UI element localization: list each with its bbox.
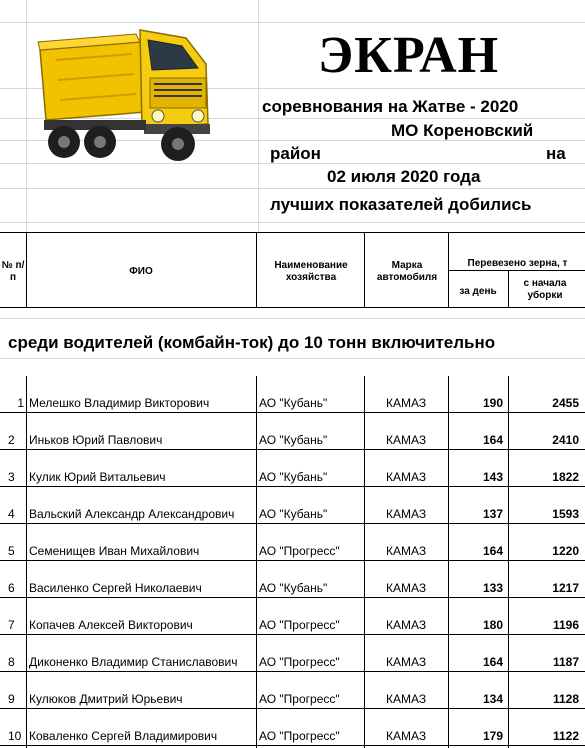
- cell-number: 6: [8, 581, 15, 595]
- page-title: ЭКРАН: [318, 27, 500, 84]
- cell-driver-name: Кулюков Дмитрий Юрьевич: [29, 692, 183, 706]
- cell-since-start: 2410: [552, 433, 579, 447]
- table-row: [0, 524, 585, 561]
- table-row: [0, 450, 585, 487]
- cell-number: 2: [8, 433, 15, 447]
- table-border: [256, 232, 257, 308]
- table-border: [0, 307, 585, 308]
- grid-line: [0, 358, 585, 359]
- cell-number: 5: [8, 544, 15, 558]
- cell-per-day: 164: [482, 655, 503, 669]
- column-header-grain: Перевезено зерна, т: [467, 258, 568, 269]
- table-row: [0, 709, 585, 746]
- cell-farm: АО "Прогресс": [259, 729, 340, 743]
- cell-since-start: 1187: [552, 655, 579, 669]
- cell-per-day: 190: [482, 396, 503, 410]
- cell-per-day: 143: [482, 470, 503, 484]
- cell-since-start: 1128: [552, 692, 579, 706]
- cell-per-day: 180: [482, 618, 503, 632]
- cell-number: 8: [8, 655, 15, 669]
- column-header-number: № п/п: [1, 260, 25, 283]
- table-border: [364, 232, 365, 308]
- cell-number: 10: [8, 729, 22, 743]
- cell-per-day: 179: [482, 729, 503, 743]
- table-border: [448, 270, 585, 271]
- cell-since-start: 2455: [552, 396, 579, 410]
- row-border: [0, 745, 585, 746]
- cell-since-start: 1220: [552, 544, 579, 558]
- cell-number: 1: [17, 396, 24, 410]
- cell-farm: АО "Прогресс": [259, 618, 340, 632]
- cell-brand: КАМАЗ: [386, 581, 427, 595]
- column-header-per-day: за день: [459, 286, 497, 297]
- column-header-farm: Наименование хозяйства: [274, 260, 348, 283]
- cell-per-day: 134: [482, 692, 503, 706]
- cell-number: 9: [8, 692, 15, 706]
- table-row: [0, 487, 585, 524]
- grid-line: [26, 0, 27, 232]
- cell-farm: АО "Прогресс": [259, 544, 340, 558]
- cell-farm: АО "Прогресс": [259, 692, 340, 706]
- cell-per-day: 137: [482, 507, 503, 521]
- cell-driver-name: Кулик Юрий Витальевич: [29, 470, 166, 484]
- grid-line: [258, 0, 259, 232]
- cell-driver-name: Диконенко Владимир Станиславович: [29, 655, 238, 669]
- cell-farm: АО "Прогресс": [259, 655, 340, 669]
- dump-truck-icon: [36, 20, 212, 170]
- cell-brand: КАМАЗ: [386, 433, 427, 447]
- cell-brand: КАМАЗ: [386, 470, 427, 484]
- table-row: [0, 672, 585, 709]
- table-border: [508, 376, 509, 748]
- section-title: среди водителей (комбайн-ток) до 10 тонн включительно: [8, 333, 496, 352]
- cell-brand: КАМАЗ: [386, 618, 427, 632]
- table-border: [0, 232, 585, 233]
- cell-number: 3: [8, 470, 15, 484]
- competition-line: соревнования на Жатве - 2020: [262, 97, 519, 116]
- cell-brand: КАМАЗ: [386, 396, 427, 410]
- cell-number: 4: [8, 507, 15, 521]
- municipality-line: МО Кореновский: [391, 121, 534, 140]
- cell-brand: КАМАЗ: [386, 729, 427, 743]
- cell-driver-name: Семенищев Иван Михайлович: [29, 544, 200, 558]
- cell-driver-name: Копачев Алексей Викторович: [29, 618, 193, 632]
- cell-per-day: 133: [482, 581, 503, 595]
- grid-line: [0, 188, 585, 189]
- cell-since-start: 1593: [552, 507, 579, 521]
- cell-driver-name: Коваленко Сергей Владимирович: [29, 729, 218, 743]
- cell-brand: КАМАЗ: [386, 655, 427, 669]
- cell-brand: КАМАЗ: [386, 692, 427, 706]
- table-border: [448, 376, 449, 748]
- cell-since-start: 1196: [552, 618, 579, 632]
- cell-driver-name: Мелешко Владимир Викторович: [29, 396, 210, 410]
- column-header-since-start: с начала уборки: [523, 278, 567, 301]
- table-row: [0, 598, 585, 635]
- cell-brand: КАМАЗ: [386, 507, 427, 521]
- cell-brand: КАМАЗ: [386, 544, 427, 558]
- table-row: [0, 376, 585, 413]
- table-border: [508, 270, 509, 308]
- district-word: район: [270, 144, 321, 163]
- column-header-brand: Марка автомобиля: [376, 260, 438, 283]
- table-border: [256, 376, 257, 748]
- grid-line: [0, 318, 585, 319]
- cell-per-day: 164: [482, 433, 503, 447]
- cell-driver-name: Василенко Сергей Николаевич: [29, 581, 202, 595]
- cell-driver-name: Вальский Александр Александрович: [29, 507, 235, 521]
- table-border: [364, 376, 365, 748]
- cell-driver-name: Иньков Юрий Павлович: [29, 433, 163, 447]
- on-word: на: [546, 144, 566, 163]
- best-results-line: лучших показателей добились: [270, 195, 532, 214]
- cell-farm: АО "Кубань": [259, 470, 328, 484]
- cell-number: 7: [8, 618, 15, 632]
- cell-farm: АО "Кубань": [259, 581, 328, 595]
- date-line: 02 июля 2020 года: [327, 167, 481, 186]
- grid-line: [0, 222, 585, 223]
- table-row: [0, 561, 585, 598]
- cell-since-start: 1822: [552, 470, 579, 484]
- table-row: [0, 413, 585, 450]
- cell-farm: АО "Кубань": [259, 396, 328, 410]
- cell-per-day: 164: [482, 544, 503, 558]
- cell-farm: АО "Кубань": [259, 507, 328, 521]
- table-border: [26, 376, 27, 748]
- cell-farm: АО "Кубань": [259, 433, 328, 447]
- cell-since-start: 1217: [552, 581, 579, 595]
- column-header-name: ФИО: [129, 266, 153, 277]
- table-row: [0, 635, 585, 672]
- cell-since-start: 1122: [552, 729, 579, 743]
